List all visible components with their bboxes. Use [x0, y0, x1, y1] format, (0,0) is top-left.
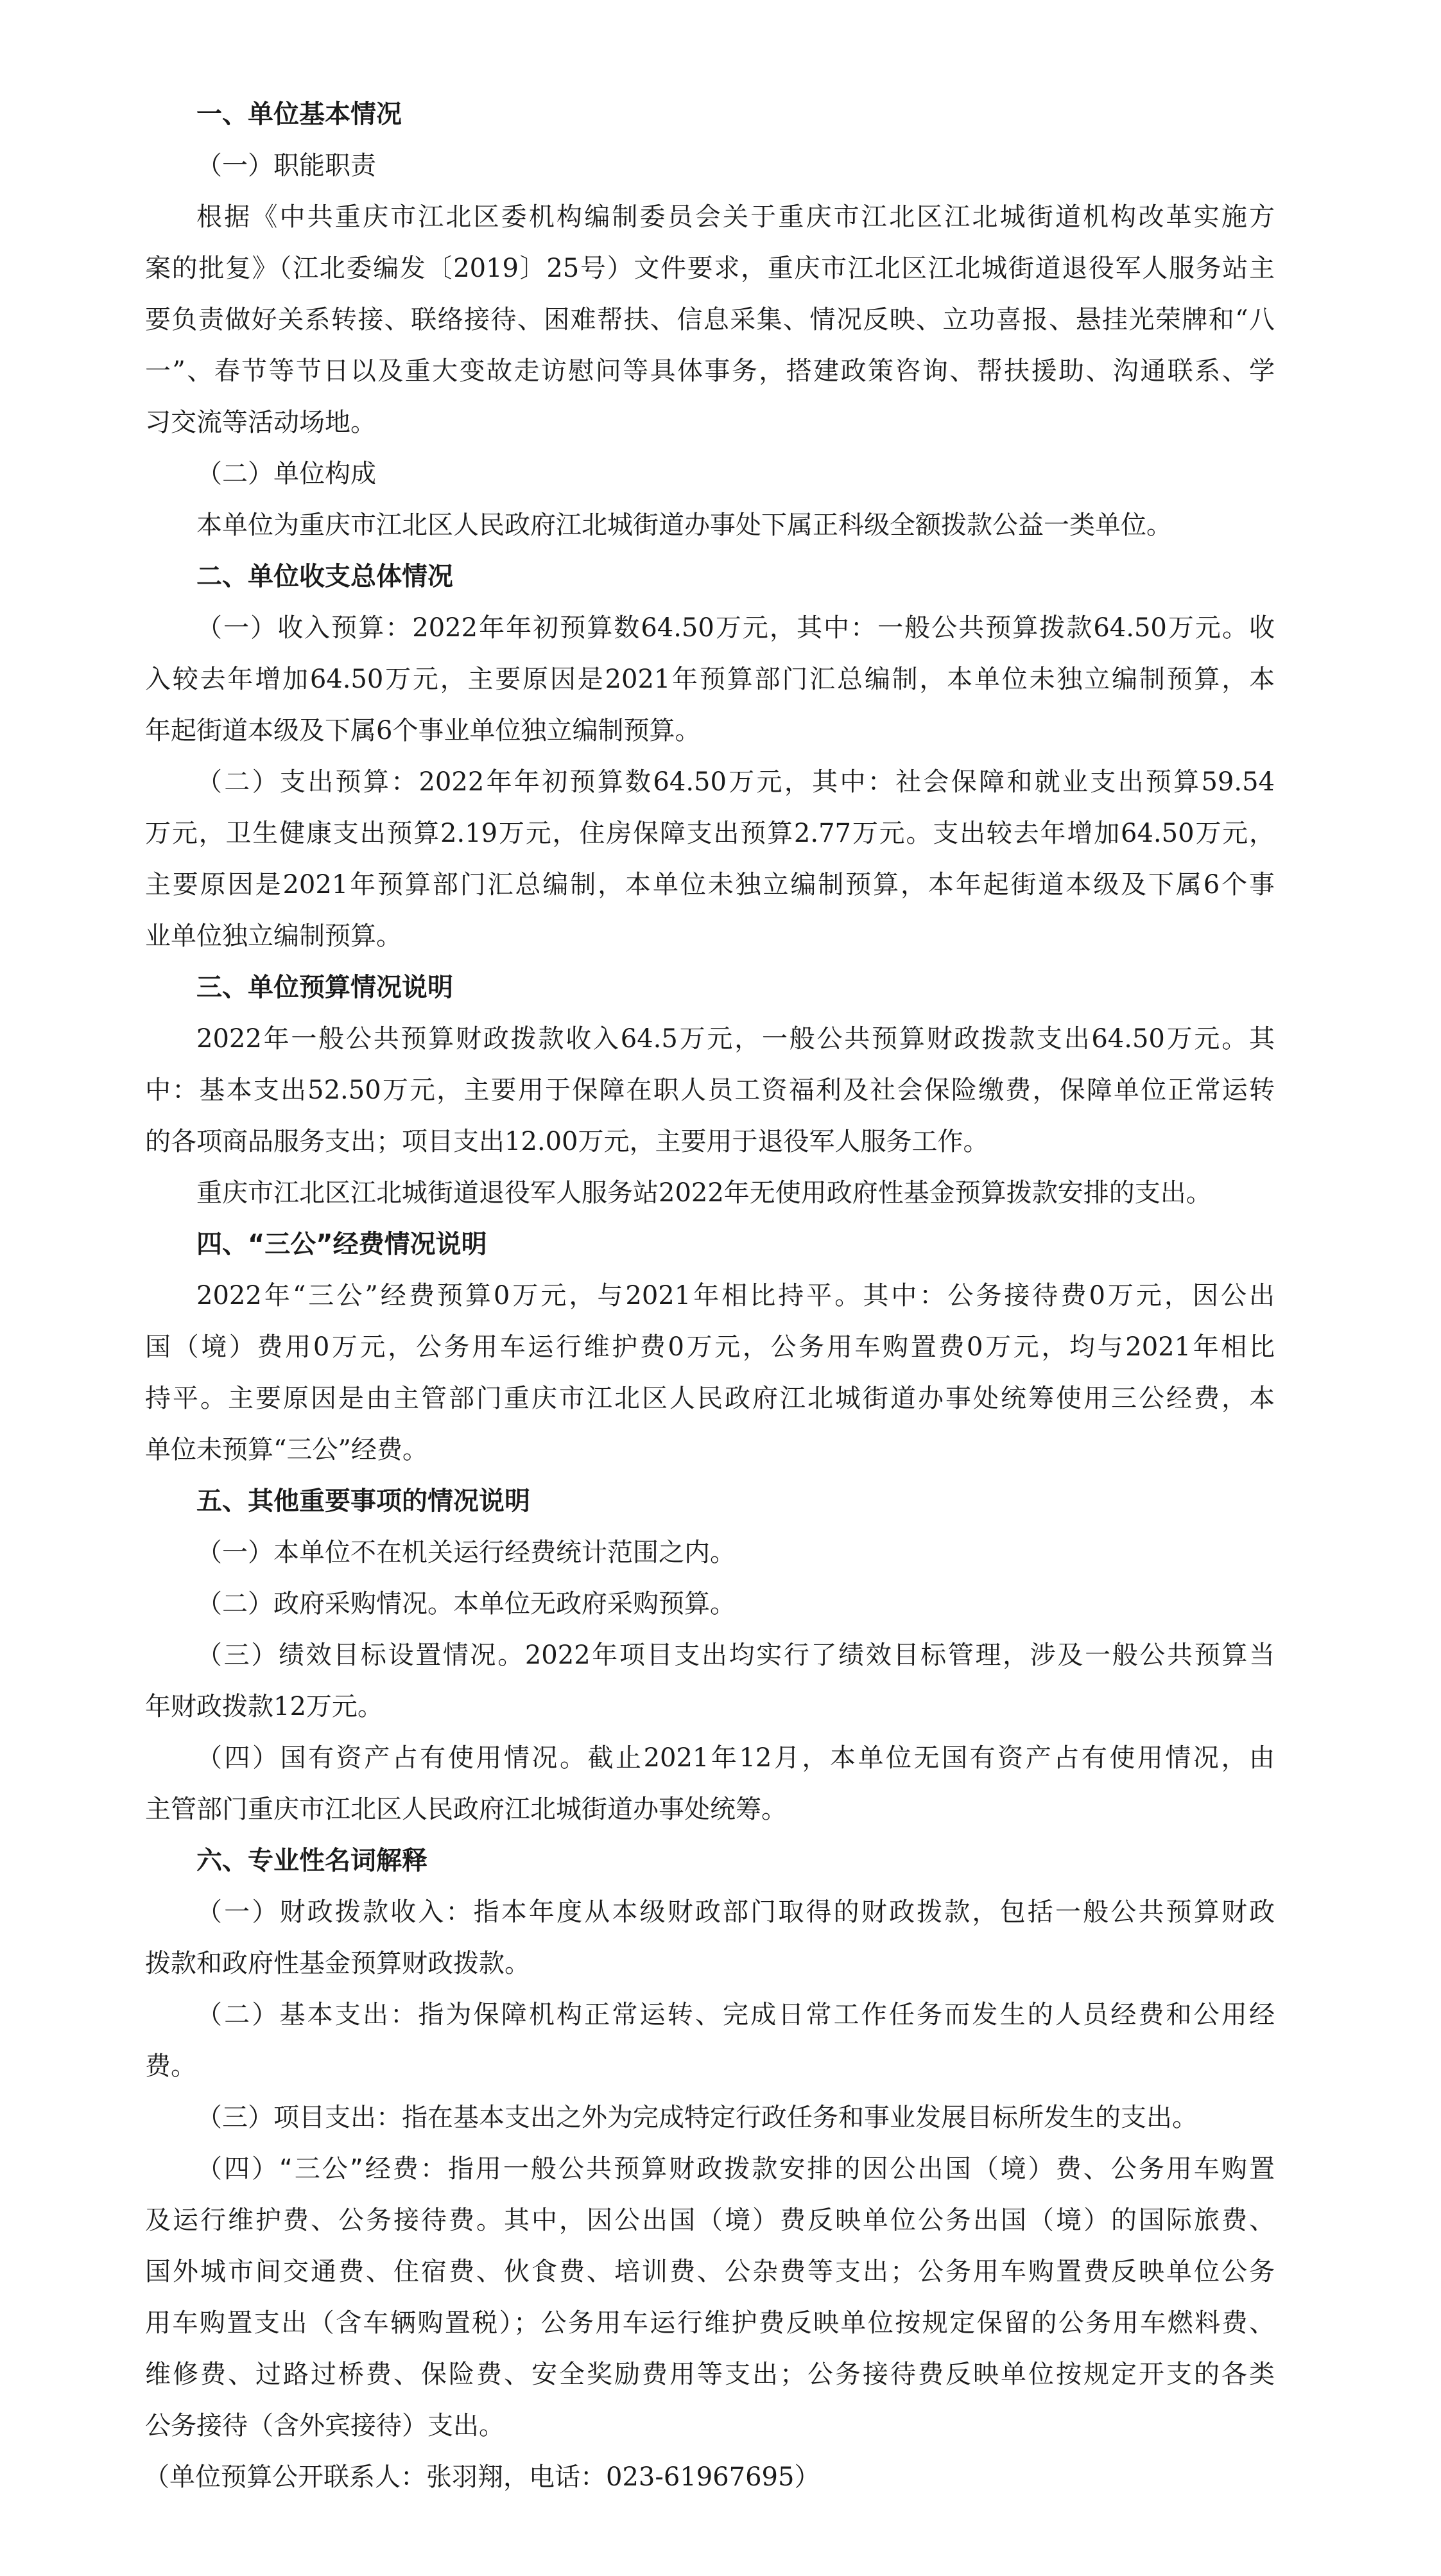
text-line: 习交流等活动场地。 — [145, 408, 376, 437]
text-line: 年财政拨款12万元。 — [145, 1692, 383, 1721]
text-line — [145, 756, 1275, 808]
text-line — [145, 2143, 1275, 2195]
section-1-heading: 一、单位基本情况 — [196, 100, 402, 129]
definition-label: （二）基本支出： — [196, 2000, 418, 2030]
section-1-paragraph-2: 本单位为重庆市江北区人民政府江北城街道办事处下属正科级全额拨款公益一类单位。 — [196, 510, 1172, 540]
text-line — [145, 2092, 1275, 2143]
section-5-item-4 — [145, 1732, 1275, 1835]
definition-2 — [145, 1989, 1275, 2092]
section-4-heading: 四、“三公”经费情况说明 — [196, 1230, 487, 1259]
section-4-paragraph-1 — [145, 1270, 1275, 1475]
text-line: 持平。主要原因是由主管部门重庆市江北区人民政府江北城街道办事处统筹使用三公经费，本 — [145, 1384, 1275, 1413]
text-line: 业单位独立编制预算。 — [145, 921, 402, 951]
text-line: 费。 — [145, 2051, 196, 2081]
text-span: 2022年年初预算数64.50万元，其中：社会保障和就业支出预算59.54 — [418, 767, 1275, 797]
text-line: （四）国有资产占有使用情况。截止2021年12月，本单位无国有资产占有使用情况，由 — [196, 1743, 1275, 1773]
text-span: 指在基本支出之外为完成特定行政任务和事业发展目标所发生的支出。 — [402, 2103, 1198, 2132]
definition-label: （四）“三公”经费： — [196, 2154, 448, 2184]
text-line: 国（境）费用0万元，公务用车运行维护费0万元，公务用车购置费0万元，均与2021年相比 — [145, 1332, 1275, 1362]
section-1-sub-1: （一）职能职责 — [196, 151, 376, 180]
text-line: （三）绩效目标设置情况。2022年项目支出均实行了绩效目标管理，涉及一般公共预算当 — [196, 1640, 1275, 1670]
definition-label: （一）财政拨款收入： — [196, 1897, 474, 1927]
text-line: 维修费、过路过桥费、保险费、安全奖励费用等支出；公务接待费反映单位按规定开支的各类 — [145, 2360, 1275, 2389]
text-line — [145, 1989, 1275, 2041]
text-line: 及运行维护费、公务接待费。其中，因公出国（境）费反映单位公务出国（境）的国际旅费、 — [145, 2206, 1275, 2235]
section-3-heading: 三、单位预算情况说明 — [196, 973, 453, 1002]
text-line: 的各项商品服务支出；项目支出12.00万元，主要用于退役军人服务工作。 — [145, 1127, 989, 1156]
document-body — [145, 89, 1275, 2503]
text-span: 2022年年初预算数64.50万元，其中：一般公共预算拨款64.50万元。收 — [412, 613, 1275, 643]
definition-1 — [145, 1886, 1275, 1989]
section-2-paragraph-1 — [145, 602, 1275, 756]
definition-label: （三）项目支出： — [196, 2103, 402, 2132]
income-budget-label: （一）收入预算： — [196, 613, 413, 643]
text-line: 主管部门重庆市江北区人民政府江北城街道办事处统筹。 — [145, 1795, 787, 1824]
text-line: 一”、春节等节日以及重大变故走访慰问等具体事务，搭建政策咨询、帮扶援助、沟通联系、学 — [145, 356, 1275, 386]
expense-budget-label: （二）支出预算： — [196, 767, 419, 797]
text-span: 指用一般公共预算财政拨款安排的因公出国（境）费、公务用车购置 — [447, 2154, 1275, 2184]
section-1-paragraph-1 — [145, 191, 1275, 448]
section-6-heading: 六、专业性名词解释 — [196, 1846, 427, 1875]
text-line: 入较去年增加64.50万元，主要原因是2021年预算部门汇总编制，本单位未独立编制预算，本 — [145, 665, 1275, 694]
definition-3 — [145, 2092, 1275, 2143]
section-5-item-1: （一）本单位不在机关运行经费统计范围之内。 — [196, 1538, 736, 1567]
text-line: 2022年一般公共预算财政拨款收入64.5万元，一般公共预算财政拨款支出64.50万元。其 — [196, 1024, 1275, 1054]
text-line: 国外城市间交通费、住宿费、伙食费、培训费、公杂费等支出；公务用车购置费反映单位公务 — [145, 2257, 1275, 2286]
text-line: 2022年“三公”经费预算0万元，与2021年相比持平。其中：公务接待费0万元，因公出 — [196, 1281, 1275, 1310]
section-2-paragraph-2 — [145, 756, 1275, 962]
section-5-item-2: （二）政府采购情况。本单位无政府采购预算。 — [196, 1589, 736, 1619]
text-line: 主要原因是2021年预算部门汇总编制，本单位未独立编制预算，本年起街道本级及下属6个事 — [145, 870, 1275, 900]
definition-4 — [145, 2143, 1275, 2451]
text-span: 指本年度从本级财政部门取得的财政拨款，包括一般公共预算财政 — [473, 1897, 1275, 1927]
section-1-sub-2: （二）单位构成 — [196, 459, 376, 489]
text-span: 指为保障机构正常运转、完成日常工作任务而发生的人员经费和公用经 — [418, 2000, 1275, 2030]
section-5-item-3 — [145, 1630, 1275, 1732]
text-line: 万元，卫生健康支出预算2.19万元，住房保障支出预算2.77万元。支出较去年增加64.50万元， — [145, 819, 1275, 848]
text-line: 年起街道本级及下属6个事业单位独立编制预算。 — [145, 716, 701, 745]
section-5-heading: 五、其他重要事项的情况说明 — [196, 1486, 530, 1516]
contact-info: （单位预算公开联系人：张羽翔，电话：023-61967695） — [144, 2462, 820, 2492]
text-line — [145, 602, 1275, 654]
text-line — [145, 1886, 1275, 1938]
text-line: 拨款和政府性基金预算财政拨款。 — [145, 1949, 530, 1978]
text-line: 单位未预算“三公”经费。 — [145, 1435, 428, 1465]
text-line: 案的批复》（江北委编发〔2019〕25号）文件要求，重庆市江北区江北城街道退役军人服务站主 — [145, 254, 1275, 283]
text-line: 用车购置支出（含车辆购置税）；公务用车运行维护费反映单位按规定保留的公务用车燃料费、 — [145, 2308, 1275, 2338]
text-line: 要负责做好关系转接、联络接待、困难帮扶、信息采集、情况反映、立功喜报、悬挂光荣牌和“八 — [145, 305, 1275, 335]
section-3-paragraph-2: 重庆市江北区江北城街道退役军人服务站2022年无使用政府性基金预算拨款安排的支出。 — [196, 1178, 1212, 1208]
text-line: 根据《中共重庆市江北区委机构编制委员会关于重庆市江北区江北城街道机构改革实施方 — [196, 202, 1275, 232]
section-2-heading: 二、单位收支总体情况 — [196, 562, 453, 591]
section-3-paragraph-1 — [145, 1013, 1275, 1167]
text-line: 公务接待（含外宾接待）支出。 — [145, 2411, 505, 2441]
text-line: 中：基本支出52.50万元，主要用于保障在职人员工资福利及社会保险缴费，保障单位正常运转 — [145, 1075, 1275, 1105]
